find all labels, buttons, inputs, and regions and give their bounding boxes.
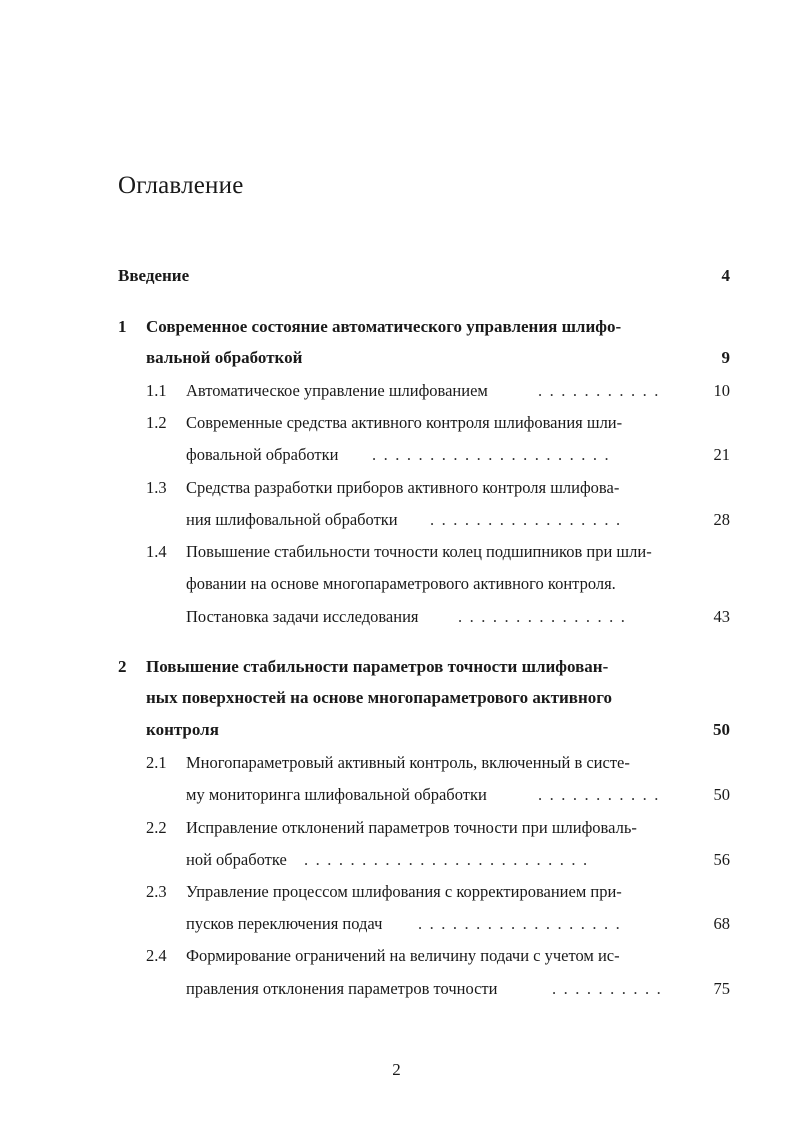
toc-section-2-2-line-2[interactable] <box>0 850 793 878</box>
toc-section-2-4-line-1[interactable] <box>0 946 793 974</box>
toc-intro[interactable] <box>0 266 793 294</box>
chapter-title: Повышение стабильности параметров точности шлифован- <box>146 657 609 676</box>
toc-section-2-3-line-2[interactable] <box>0 914 793 942</box>
toc-section-1-2-line-1[interactable] <box>0 413 793 441</box>
toc-chapter-2-line-1[interactable] <box>0 657 793 685</box>
section-number: 1.1 <box>146 381 167 400</box>
toc-section-1-4-line-1[interactable] <box>0 542 793 570</box>
section-number: 1.2 <box>146 413 167 432</box>
section-title: правления отклонения параметров точности <box>186 979 498 998</box>
section-page: 50 <box>713 785 730 804</box>
section-number: 1.3 <box>146 478 167 497</box>
toc-section-2-3-line-1[interactable] <box>0 882 793 910</box>
toc-intro-label: Введение <box>118 266 190 285</box>
toc-section-2-2-line-1[interactable] <box>0 818 793 846</box>
section-title: Автоматическое управление шлифованием <box>186 381 488 400</box>
section-title: Исправление отклонений параметров точности при шлифоваль- <box>186 818 637 837</box>
chapter-number: 1 <box>118 317 127 336</box>
section-title: ния шлифовальной обработки <box>186 510 398 529</box>
section-number: 1.4 <box>146 542 167 561</box>
leader-dots: .................. <box>418 914 628 933</box>
section-title: ной обработке <box>186 850 287 869</box>
chapter-title: вальной обработкой <box>146 348 303 367</box>
section-title: Многопараметровый активный контроль, включенный в систе- <box>186 753 630 772</box>
section-number: 2.1 <box>146 753 167 772</box>
section-title: Управление процессом шлифования с корректированием при- <box>186 882 622 901</box>
section-title: Формирование ограничений на величину подачи с учетом ис- <box>186 946 620 965</box>
toc-section-1-3-line-2[interactable] <box>0 510 793 538</box>
toc-intro-page: 4 <box>721 266 730 285</box>
chapter-title: ных поверхностей на основе многопараметрового активного <box>146 688 613 707</box>
leader-dots: ........... <box>538 381 666 400</box>
page-title: Оглавление <box>118 172 244 199</box>
toc-chapter-2-line-3[interactable] <box>0 720 793 748</box>
footer-page-number: 2 <box>392 1060 401 1079</box>
leader-dots: ................. <box>430 510 628 529</box>
toc-chapter-1-line-2[interactable] <box>0 348 793 376</box>
toc-chapter-1-line-1[interactable] <box>0 317 793 345</box>
leader-dots: ............... <box>458 607 633 626</box>
toc-section-2-1-line-2[interactable] <box>0 785 793 813</box>
toc-section-1-1[interactable] <box>0 381 793 409</box>
chapter-title: Современное состояние автоматического управления шлифо- <box>146 317 622 336</box>
section-number: 2.4 <box>146 946 167 965</box>
toc-section-2-4-line-2[interactable] <box>0 979 793 1007</box>
section-title: фовании на основе многопараметрового активного контроля. <box>186 574 616 593</box>
toc-chapter-2-line-2[interactable] <box>0 688 793 716</box>
chapter-title: контроля <box>146 720 219 739</box>
section-page: 75 <box>713 979 730 998</box>
section-page: 43 <box>713 607 730 626</box>
leader-dots: ..................... <box>372 445 617 464</box>
toc-section-1-3-line-1[interactable] <box>0 478 793 506</box>
leader-dots: ........... <box>538 785 666 804</box>
section-title: пусков переключения подач <box>186 914 383 933</box>
section-number: 2.2 <box>146 818 167 837</box>
section-page: 28 <box>713 510 730 529</box>
section-title: Постановка задачи исследования <box>186 607 419 626</box>
section-page: 68 <box>713 914 730 933</box>
section-title: Средства разработки приборов активного контроля шлифова- <box>186 478 620 497</box>
toc-section-1-4-line-2[interactable] <box>0 574 793 602</box>
chapter-page: 50 <box>713 720 730 739</box>
section-page: 21 <box>713 445 730 464</box>
section-title: фовальной обработки <box>186 445 339 464</box>
chapter-number: 2 <box>118 657 127 676</box>
leader-dots: ......................... <box>304 850 595 869</box>
section-number: 2.3 <box>146 882 167 901</box>
toc-section-1-4-line-3[interactable] <box>0 607 793 635</box>
leader-dots: .......... <box>552 979 669 998</box>
chapter-page: 9 <box>721 348 730 367</box>
toc-section-2-1-line-1[interactable] <box>0 753 793 781</box>
section-title: Повышение стабильности точности колец подшипников при шли- <box>186 542 652 561</box>
section-title: му мониторинга шлифовальной обработки <box>186 785 487 804</box>
section-page: 56 <box>713 850 730 869</box>
section-page: 10 <box>713 381 730 400</box>
toc-section-1-2-line-2[interactable] <box>0 445 793 473</box>
section-title: Современные средства активного контроля шлифования шли- <box>186 413 623 432</box>
